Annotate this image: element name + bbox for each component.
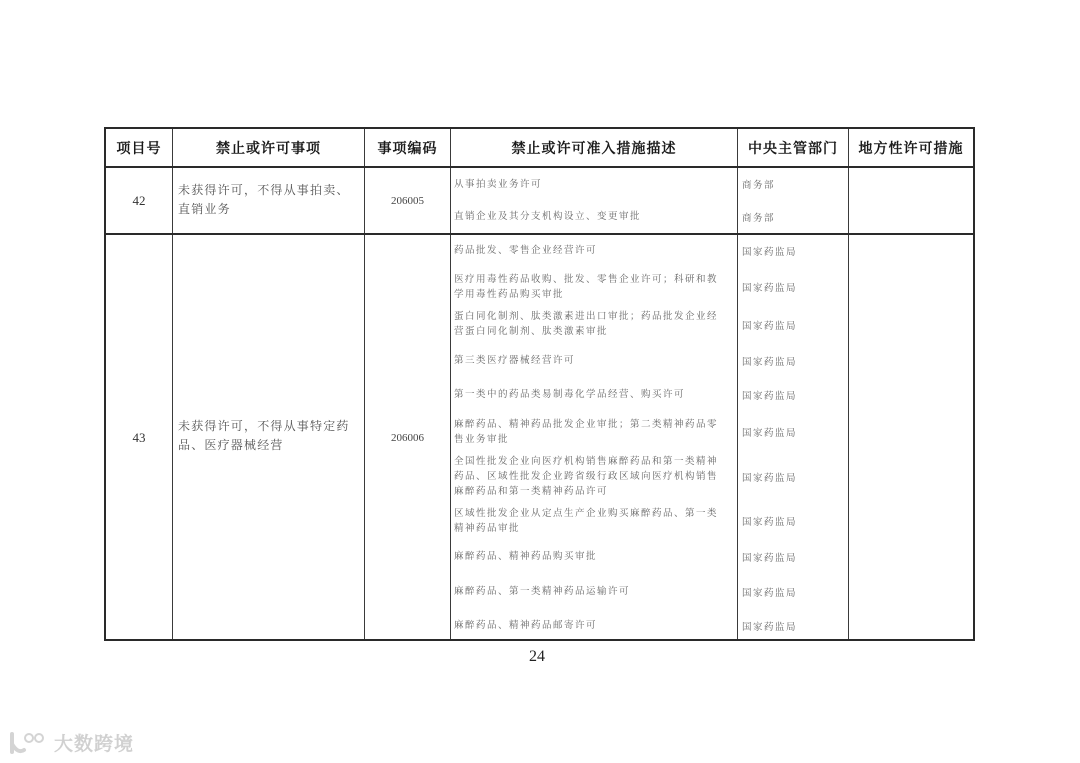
desc-line: 蛋白同化制剂、肽类激素进出口审批；药品批发企业经 bbox=[454, 311, 719, 322]
measure-desc bbox=[454, 387, 685, 402]
central-dept: 国家药监局 bbox=[742, 622, 798, 633]
measure-desc bbox=[454, 549, 597, 564]
desc-line: 麻醉药品、精神药品批发企业审批；第二类精神药品零 bbox=[454, 419, 719, 430]
project-number: 42 bbox=[132, 192, 146, 208]
desc-line: 麻醉药品、第一类精神药品运输许可 bbox=[454, 586, 631, 597]
header-central-dept: 中央主管部门 bbox=[748, 141, 838, 157]
col-divider bbox=[172, 129, 173, 639]
desc-line: 全国性批发企业向医疗机构销售麻醉药品和第一类精神 bbox=[454, 456, 719, 467]
measure-desc bbox=[454, 309, 718, 339]
desc-line: 药品、区域性批发企业跨省级行政区域向医疗机构销售 bbox=[454, 471, 719, 482]
project-number: 43 bbox=[132, 430, 146, 445]
central-dept: 国家药监局 bbox=[742, 473, 798, 484]
col-divider bbox=[450, 129, 451, 639]
koo-logo-icon bbox=[8, 730, 48, 756]
desc-line: 第三类医疗器械经营许可 bbox=[454, 355, 576, 366]
measure-desc bbox=[454, 353, 575, 368]
header-item: 禁止或许可事项 bbox=[216, 141, 321, 157]
desc-line: 药品批发、零售企业经营许可 bbox=[454, 245, 598, 256]
measure-desc bbox=[454, 506, 718, 536]
col-divider bbox=[848, 129, 849, 639]
desc-line: 区域性批发企业从定点生产企业购买麻醉药品、第一类 bbox=[454, 508, 719, 519]
item-code: 206005 bbox=[391, 194, 424, 207]
central-dept: 国家药监局 bbox=[742, 247, 798, 258]
measure-desc bbox=[454, 417, 718, 447]
item-text bbox=[178, 417, 364, 455]
central-dept: 国家药监局 bbox=[742, 357, 798, 368]
desc-line: 第一类中的药品类易制毒化学品经营、购买许可 bbox=[454, 389, 686, 400]
central-dept: 国家药监局 bbox=[742, 321, 798, 332]
desc-line: 医疗用毒性药品收购、批发、零售企业许可；科研和教 bbox=[454, 274, 719, 285]
measure-desc bbox=[454, 243, 597, 258]
central-dept: 商务部 bbox=[742, 180, 776, 191]
central-dept: 国家药监局 bbox=[742, 517, 798, 528]
item-text bbox=[178, 181, 364, 219]
measure-desc bbox=[454, 272, 718, 302]
desc-line: 麻醉药品和第一类精神药品许可 bbox=[454, 486, 609, 497]
item-line: 未获得许可，不得从事特定药 bbox=[178, 419, 350, 433]
central-dept: 国家药监局 bbox=[742, 283, 798, 294]
desc-line: 学用毒性药品购买审批 bbox=[454, 289, 565, 300]
measure-desc bbox=[454, 618, 597, 633]
desc-line: 精神药品审批 bbox=[454, 523, 521, 534]
item-line: 品、医疗器械经营 bbox=[178, 438, 284, 452]
page-number: 24 bbox=[529, 648, 545, 665]
central-dept: 国家药监局 bbox=[742, 428, 798, 439]
item-code: 206006 bbox=[391, 432, 424, 444]
permit-table bbox=[104, 127, 975, 641]
central-dept: 国家药监局 bbox=[742, 391, 798, 402]
watermark bbox=[8, 729, 134, 756]
desc-line: 麻醉药品、精神药品购买审批 bbox=[454, 551, 598, 562]
header-project-no: 项目号 bbox=[116, 141, 162, 157]
row-divider bbox=[106, 233, 973, 235]
header-code: 事项编码 bbox=[377, 141, 438, 157]
watermark-text: 大数跨境 bbox=[54, 733, 135, 755]
desc-line: 售业务审批 bbox=[454, 434, 510, 445]
col-divider bbox=[737, 129, 738, 639]
header-measure-desc: 禁止或许可准入措施描述 bbox=[511, 141, 677, 157]
measure-desc: 从事拍卖业务许可 bbox=[454, 179, 543, 190]
central-dept: 国家药监局 bbox=[742, 553, 798, 564]
measure-desc: 直销企业及其分支机构设立、变更审批 bbox=[454, 211, 642, 222]
item-line: 直销业务 bbox=[178, 202, 231, 216]
item-line: 未获得许可，不得从事拍卖、 bbox=[178, 183, 350, 197]
desc-line: 麻醉药品、精神药品邮寄许可 bbox=[454, 620, 598, 631]
central-dept: 商务部 bbox=[742, 213, 776, 224]
desc-line: 营蛋白同化制剂、肽类激素审批 bbox=[454, 326, 609, 337]
measure-desc bbox=[454, 584, 630, 599]
header-local-measures: 地方性许可措施 bbox=[858, 141, 964, 157]
central-dept: 国家药监局 bbox=[742, 588, 798, 599]
measure-desc bbox=[454, 454, 718, 499]
